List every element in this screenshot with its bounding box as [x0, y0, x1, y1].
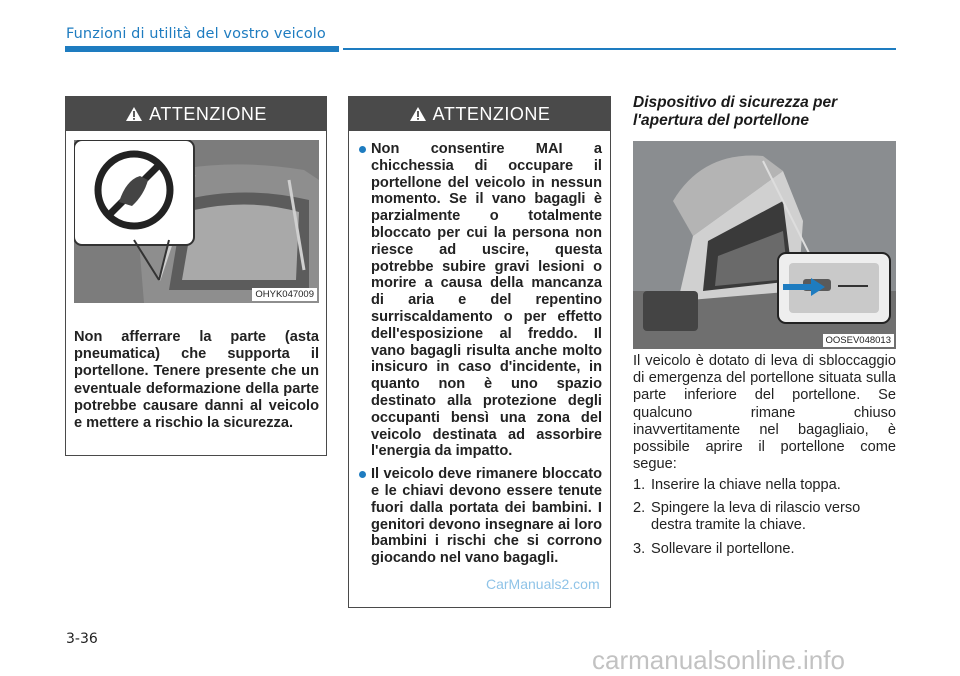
image-code-right: OOSEV048013	[823, 334, 895, 347]
page-number: 3-36	[66, 631, 98, 647]
warning-text-left: Non afferrare la parte (asta pneumatica) che supporta il portellone. Tenere presente che un eventuale deformazione della parte potrebbe causare danni al veicolo e mettere a rischio la sicurezza.	[74, 329, 319, 432]
warning-bullet	[357, 466, 602, 567]
warning-triangle-icon	[125, 106, 143, 122]
step-text: Inserire la chiave nella toppa.	[651, 477, 841, 493]
page-header-title: Funzioni di utilità del vostro veicolo	[66, 26, 326, 42]
watermark-top: CarManuals2.com	[486, 576, 600, 592]
section-title: Dispositivo di sicurezza per l'apertura del portellone	[633, 94, 838, 129]
warning-bullet	[357, 141, 602, 460]
bullet-dot-icon	[359, 471, 366, 478]
tailgate-release-illustration	[633, 141, 896, 349]
step-text: Spingere la leva di rilascio verso destra tramite la chiave.	[651, 500, 861, 534]
header-rule-thick	[65, 46, 339, 52]
car-open-tailgate-photo	[633, 141, 896, 349]
step-number: 3.	[633, 540, 646, 557]
warning-bullet-list	[357, 141, 602, 573]
warning-heading: ATTENZIONE	[432, 103, 551, 124]
bullet-text: Il veicolo deve rimanere bloccato e le chiavi devono essere tenute fuori dalla portata dei bambini. I genitori devono insegnare ai loro bambini i rischi che si corrono giocando nel vano bagagli.	[371, 466, 602, 567]
step-number: 2.	[633, 500, 646, 517]
watermark-bottom: carmanualsonline.info	[592, 645, 845, 675]
warning-box-middle	[348, 96, 611, 608]
step-text: Sollevare il portellone.	[651, 540, 795, 557]
step-item	[633, 541, 896, 558]
bullet-dot-icon	[359, 146, 366, 153]
image-code-left: OHYK047009	[252, 288, 317, 301]
steps-list	[633, 477, 896, 564]
warning-box-left	[65, 96, 327, 456]
header-rule-thin	[343, 48, 896, 50]
step-item	[633, 500, 896, 534]
warning-header	[66, 97, 326, 131]
warning-triangle-icon	[409, 106, 427, 122]
warning-heading: ATTENZIONE	[149, 103, 267, 124]
section-body: Il veicolo è dotato di leva di sbloccaggio di emergenza del portellone situata sulla parte inferiore del portellone. Se qualcuno rimane chiuso inavvertitamente nel bagagliaio, è possibile aprire il portellone come segue:	[633, 353, 896, 473]
step-number: 1.	[633, 477, 646, 493]
bullet-text: Non consentire MAI a chicchessia di occupare il portellone del veicolo in nessun momento. Se il vano bagagli è parzialmente o totalmente bloccato per cui la persona non riesce ad uscire, questa potrebbe subire gravi lesioni o morire a causa della mancanza di aria e del repentino surriscaldamento o per effetto dell'esposizione al freddo. Il vano bagagli risulta anche molto insicuro in caso d'incidente, in quanto non è uno spazio destinato alla protezione degli occupanti bensì una zona del veicolo destinata ad assorbire l'energia da impatto.	[371, 141, 602, 460]
step-item	[633, 477, 896, 494]
car-tailgate-photo	[74, 140, 319, 303]
gas-strut-illustration	[74, 140, 319, 303]
warning-header	[349, 97, 610, 131]
